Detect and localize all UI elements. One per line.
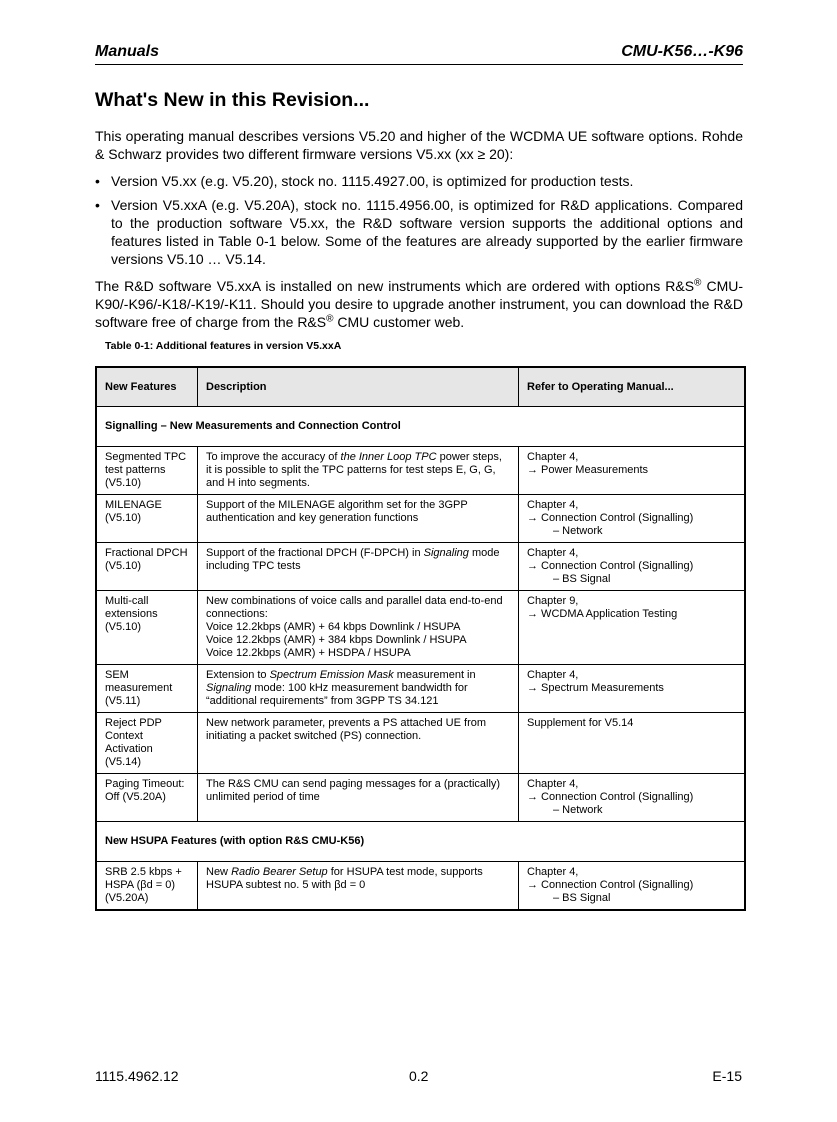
text: CMU customer web. xyxy=(333,314,465,330)
reference-cell xyxy=(519,591,746,665)
table-row xyxy=(96,543,745,591)
description-cell xyxy=(198,713,519,774)
reference-line: Chapter 4, xyxy=(527,778,579,790)
description-segment: Extension to xyxy=(206,669,270,681)
reference-line: → Connection Control (Signalling) xyxy=(527,512,694,524)
reference-cell xyxy=(519,774,746,822)
description-cell xyxy=(198,862,519,911)
description-segment: Support of the MILENAGE algorithm set for the 3GPP authentication and key generation functions xyxy=(206,499,468,524)
feature-cell: Reject PDP Context Activation (V5.14) xyxy=(96,713,198,774)
feature-cell: MILENAGE (V5.10) xyxy=(96,495,198,543)
header-left: Manuals xyxy=(95,43,160,60)
bullet-text: Version V5.xxA (e.g. V5.20A), stock no. 1115.4956.00, is optimized for R&D applications. Compared to the production software V5.xx, the R&D software version supports the additional options and features listed in Table 0-1 below. Some of the features are already supported by the earlier firmware versions V5.10 … V5.14. xyxy=(111,197,743,267)
table-row xyxy=(96,591,745,665)
description-segment: Support of the fractional DPCH (F-DPCH) in xyxy=(206,547,424,559)
reference-cell xyxy=(519,495,746,543)
reference-cell xyxy=(519,447,746,495)
description-segment: To improve the accuracy of xyxy=(206,451,341,463)
table-row xyxy=(96,665,745,713)
reference-subsection: – BS Signal xyxy=(553,892,611,904)
description-segment: Signaling xyxy=(423,547,469,559)
feature-cell: Segmented TPC test patterns (V5.10) xyxy=(96,447,198,495)
table-row xyxy=(96,713,745,774)
description-cell xyxy=(198,495,519,543)
reference-cell xyxy=(519,665,746,713)
section-title: New HSUPA Features (with option R&S CMU-K56) xyxy=(96,822,745,862)
description-segment: power steps, it is possible to split the TPC patterns for test steps E, G, G, and H into segments. xyxy=(206,451,502,489)
description-cell xyxy=(198,447,519,495)
reference-cell xyxy=(519,543,746,591)
version-list xyxy=(95,172,743,268)
header-right: CMU-K56…-K96 xyxy=(621,43,743,60)
intro-paragraph: This operating manual describes versions V5.20 and higher of the WCDMA UE software options. Rohde & Schwarz provides two different firmware versions V5.xx (xx ≥ 20): xyxy=(95,128,743,162)
description-segment: New xyxy=(206,866,232,878)
registered-mark: ® xyxy=(694,277,702,289)
description-segment: measurement in xyxy=(393,669,476,681)
install-paragraph xyxy=(95,277,743,331)
description-segment: New network parameter, prevents a PS attached UE from initiating a packet switched (PS) connection. xyxy=(206,717,487,742)
reference-line: → Connection Control (Signalling) xyxy=(527,879,694,891)
text: CMU-K90/-K96/-K18/-K19/-K11. Should you desire to upgrade another instrument, you can download the R&D software free of charge from the R&S xyxy=(95,278,743,330)
list-item: • Version V5.xx (e.g. V5.20), stock no. 1115.4927.00, is optimized for production tests. xyxy=(95,173,634,189)
registered-mark: ® xyxy=(326,313,334,325)
description-cell xyxy=(198,591,519,665)
list-item: • Version V5.xxA (e.g. V5.20A), stock no. 1115.4956.00, is optimized for R&D applications. Compared to the production software V5.xx, the R&D software version supports the additional options and features listed in Table 0-1 below. Some of the features are already supported by the earlier firmware versions V5.10 … V5.14. xyxy=(95,197,743,267)
reference-line: → Connection Control (Signalling) xyxy=(527,560,694,572)
table-row xyxy=(96,774,745,822)
feature-cell: Multi-call extensions (V5.10) xyxy=(96,591,198,665)
footer-doc-number: 1115.4962.12 xyxy=(95,1068,179,1084)
body-text xyxy=(95,127,743,340)
reference-line: Chapter 4, xyxy=(527,866,579,878)
page-title: What's New in this Revision... xyxy=(95,89,370,111)
footer-page-number: 0.2 xyxy=(409,1068,429,1084)
column-header: New Features xyxy=(96,367,198,407)
description-segment: for HSUPA test mode, supports HSUPA subtest no. 5 with βd = 0 xyxy=(206,866,483,891)
column-header: Description xyxy=(198,367,519,407)
reference-line: → Connection Control (Signalling) xyxy=(527,791,694,803)
description-segment: mode: 100 kHz measurement bandwidth for “additional requirements” from 3GPP TS 34.121 xyxy=(206,682,468,707)
description-segment: the Inner Loop TPC xyxy=(340,451,437,463)
description-segment: Signaling xyxy=(206,682,252,694)
page-header xyxy=(95,42,743,65)
feature-cell: Fractional DPCH (V5.10) xyxy=(96,543,198,591)
features-table xyxy=(95,366,746,911)
table-row xyxy=(96,862,745,911)
description-segment: Spectrum Emission Mask xyxy=(269,669,394,681)
description-segment: The R&S CMU can send paging messages for a (practically) unlimited period of time xyxy=(206,778,501,803)
description-segment: mode including TPC tests xyxy=(206,547,500,572)
text: The R&D software V5.xxA is installed on new instruments which are ordered with options R&S xyxy=(95,278,695,294)
reference-line: Supplement for V5.14 xyxy=(527,717,634,729)
table-caption: Table 0-1: Additional features in version V5.xxA xyxy=(105,340,342,352)
reference-line: Chapter 9, xyxy=(527,595,579,607)
reference-line: → Spectrum Measurements xyxy=(527,682,664,694)
reference-line: Chapter 4, xyxy=(527,669,579,681)
reference-line: Chapter 4, xyxy=(527,451,579,463)
reference-line: Chapter 4, xyxy=(527,499,579,511)
reference-line: Chapter 4, xyxy=(527,547,579,559)
reference-subsection: – BS Signal xyxy=(553,573,611,585)
table-row xyxy=(96,447,745,495)
feature-cell: SEM measurement (V5.11) xyxy=(96,665,198,713)
feature-cell: SRB 2.5 kbps + HSPA (βd = 0) (V5.20A) xyxy=(96,862,198,911)
description-segment: New combinations of voice calls and parallel data end-to-end connections: Voice 12.2kbps (AMR) + 64 kbps Downlink / HSUPA Voice 12.2kbps (AMR) + 384 kbps Downlink / HSUPA Voice 12.2kbps (AMR) + HSDPA / HSUPA xyxy=(206,595,503,659)
section-row xyxy=(96,822,745,862)
footer-page-ref: E-15 xyxy=(712,1068,742,1084)
description-cell xyxy=(198,774,519,822)
table-row xyxy=(96,495,745,543)
reference-cell xyxy=(519,713,746,774)
feature-cell: Paging Timeout: Off (V5.20A) xyxy=(96,774,198,822)
reference-line: → WCDMA Application Testing xyxy=(527,608,678,620)
description-cell xyxy=(198,665,519,713)
reference-subsection: – Network xyxy=(553,525,603,537)
reference-subsection: – Network xyxy=(553,804,603,816)
description-cell xyxy=(198,543,519,591)
column-header: Refer to Operating Manual... xyxy=(519,367,746,407)
reference-line: → Power Measurements xyxy=(527,464,649,476)
section-row xyxy=(96,407,745,447)
reference-cell xyxy=(519,862,746,911)
bullet-text: Version V5.xx (e.g. V5.20), stock no. 1115.4927.00, is optimized for production tests. xyxy=(111,173,634,189)
section-title: Signalling – New Measurements and Connection Control xyxy=(96,407,745,447)
description-segment: Radio Bearer Setup xyxy=(231,866,328,878)
